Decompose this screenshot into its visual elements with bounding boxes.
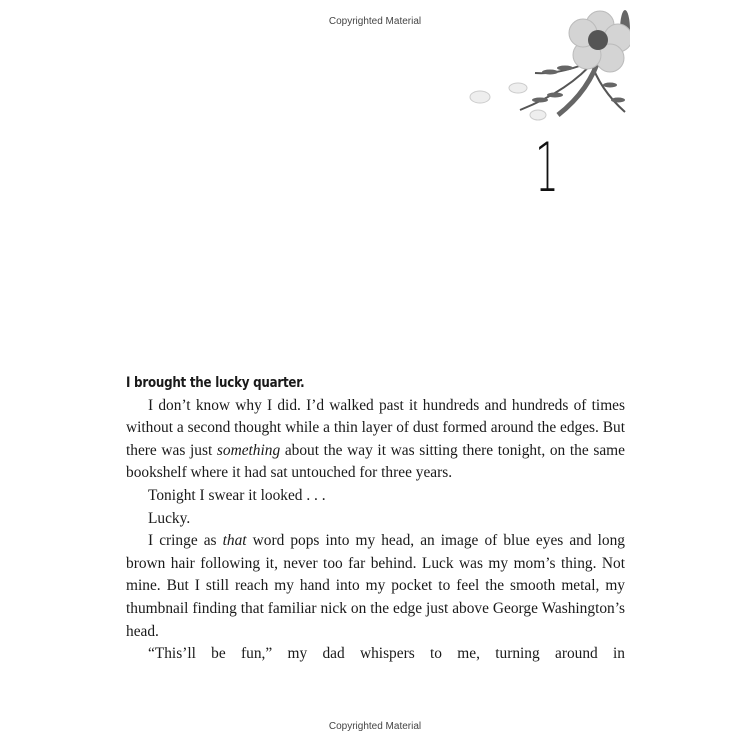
paragraph-text: I don’t know why I did. I’d walked past it hundreds and hundreds of times without a second thought while a thin layer of dust formed around the edges. But there was just [126, 396, 625, 459]
paragraph-text: word pops into my head, an image of blue eyes and long brown hair following it, never too far behind. Luck was my mom’s thing. Not mine. But I still reach my hand into my pocket to feel the smooth metal, my thumbnail finding that familiar nick on the edge just above George Washington’s head. [126, 532, 625, 640]
paragraph [126, 643, 625, 666]
floral-illustration [450, 0, 630, 125]
body-text [126, 372, 625, 666]
emphasis: that [222, 532, 247, 550]
copyright-footer: Copyrighted Material [328, 721, 422, 732]
paragraph-text: Lucky. [148, 509, 191, 527]
paragraph-text: I cringe as [148, 532, 223, 550]
opening-line-text: I brought the lucky quarter. [126, 375, 305, 391]
emphasis: something [216, 441, 281, 459]
paragraph-text: “This’ll be fun,” my dad whispers to me, turning around in [148, 645, 625, 663]
copyright-header: Copyrighted Material [328, 16, 422, 27]
paragraph [126, 395, 625, 485]
paragraph [126, 530, 625, 643]
chapter-number: 1 [535, 129, 559, 208]
paragraph-text: Tonight I swear it looked . . . [148, 486, 326, 504]
opening-line [126, 372, 625, 395]
paragraph-text: about the way it was sitting there tonight, on the same bookshelf where it had sat untouched for three years. [126, 441, 625, 482]
paragraph [126, 508, 625, 531]
paragraph [126, 485, 625, 508]
